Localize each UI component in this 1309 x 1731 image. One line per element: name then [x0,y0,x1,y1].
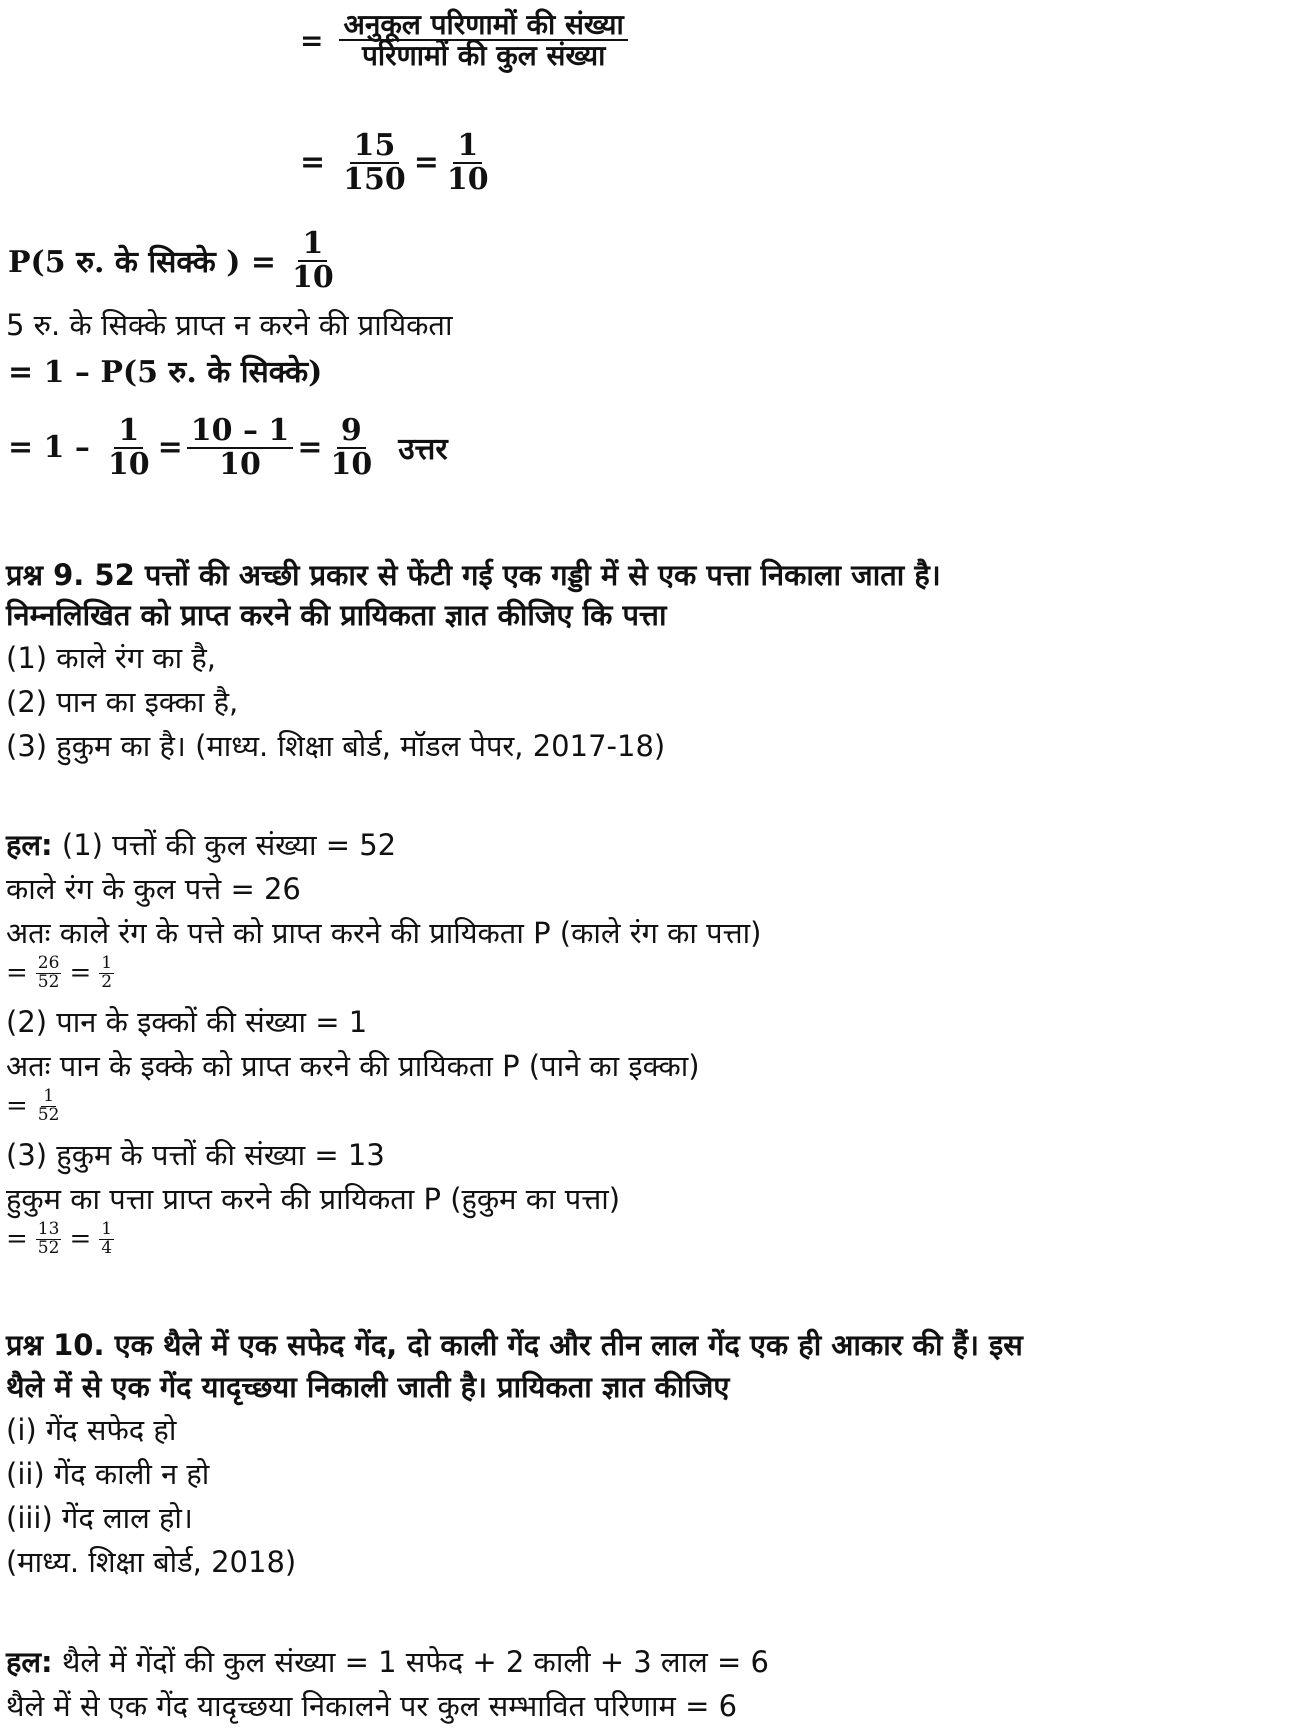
equals-sign: = [157,430,183,465]
denominator: 10 [219,446,261,482]
denominator: 10 [292,259,334,295]
numerator: 1 [101,1219,113,1239]
q10-solution-2: थैले में से एक गेंद यादृच्छया निकालने पर कुल सम्भावित परिणाम = 6 [6,1689,738,1723]
denominator: 52 [37,1104,60,1125]
equals-sign: = [297,430,323,465]
numerator: 9 [337,415,366,449]
definition-fraction [339,10,627,71]
text-not-5-rupee: 5 रु. के सिक्के प्राप्त न करने की प्रायिकता [6,308,453,342]
solution-text: (1) पत्तों की कुल संख्या = 52 [52,828,397,862]
q9-option-2: (2) पान का इक्का है, [6,685,239,719]
numerator: 1 [298,228,327,262]
q10-solution-1 [6,1642,769,1682]
equals-sign: = [69,1224,92,1255]
equals-sign: = [6,1091,28,1122]
q9-title-line1: प्रश्न 9. 52 पत्तों की अच्छी प्रकार से फेंटी गई एक गड्डी में से एक पत्ता निकाला जाता है। [6,558,941,592]
q10-title-line1: प्रश्न 10. एक थैले में एक सफेद गेंद, दो काली गेंद और तीन लाल गेंद एक ही आकार की हैं। इस [6,1328,1023,1362]
numerator: 10 – 1 [187,415,294,449]
equals-sign: = [6,1224,28,1255]
fraction-15-150 [300,130,493,195]
q9-solution-5: अतः पान के इक्के को प्राप्त करने की प्रायिकता P (पाने का इक्का) [6,1049,700,1083]
fraction-definition [300,10,628,71]
q9-math-3 [6,1221,114,1258]
equals-one-minus: = 1 – [8,430,90,465]
q9-option-3: (3) हुकुम का है। (माध्य. शिक्षा बोर्ड, मॉडल पेपर, 2017-18) [6,729,666,763]
q10-title-line2: थैले में से एक गेंद यादृच्छया निकाली जाती है। प्रायिकता ज्ञात कीजिए [6,1370,730,1404]
fraction [326,415,376,480]
q10-source: (माध्य. शिक्षा बोर्ड, 2018) [6,1545,297,1579]
numerator: 1 [114,415,143,449]
denominator: 52 [37,971,60,992]
q9-title-line2: निम्नलिखित को प्राप्त करने की प्रायिकता ज्ञात कीजिए कि पत्ता [6,598,667,632]
fraction [288,228,338,293]
q9-solution-2: काले रंग के कुल पत्ते = 26 [6,872,301,906]
denominator: 10 [107,446,150,482]
solution-label: हल: [6,1645,53,1679]
fraction [99,1221,114,1258]
equals-sign: = [300,23,324,57]
fraction [36,955,62,992]
fraction [443,130,493,195]
q9-math-1 [6,955,114,992]
numerator: 26 [37,953,60,973]
q9-solution-3: अतः काले रंग के पत्ते को प्राप्त करने की प्रायिकता P (काले रंग का पत्ता) [6,916,762,950]
q9-solution-6: (3) हुकुम के पत्तों की संख्या = 13 [6,1138,385,1172]
denominator: 2 [101,971,113,992]
q10-option-2: (ii) गेंद काली न हो [6,1457,210,1491]
fraction [339,130,410,195]
fraction [104,415,154,480]
fraction [36,1088,62,1125]
q9-math-2 [6,1088,61,1125]
fraction [36,1221,62,1258]
q9-solution-7: हुकुम का पत्ता प्राप्त करने की प्रायिकता P (हुकुम का पत्ता) [6,1182,621,1216]
denominator: 150 [343,161,406,197]
solution-text: थैले में गेंदों की कुल संख्या = 1 सफेद + 2 काली + 3 लाल = 6 [52,1645,769,1679]
denominator: 52 [37,1237,60,1258]
definition-denominator: परिणामों की कुल संख्या [361,39,606,73]
solution-label: हल: [6,828,53,862]
numerator: 13 [37,1219,60,1239]
definition-numerator: अनुकूल परिणामों की संख्या [339,10,627,41]
eq-final-answer [8,415,448,480]
answer-label: उत्तर [398,432,448,467]
fraction [99,955,114,992]
denominator: 10 [446,161,489,197]
q10-option-3: (iii) गेंद लाल हो। [6,1501,193,1535]
p-5-rupee-coin [8,228,338,293]
equals-sign: = [69,958,92,989]
denominator: 10 [330,446,373,482]
q9-solution-4: (2) पान के इक्कों की संख्या = 1 [6,1005,368,1039]
q9-solution-1 [6,825,396,865]
numerator: 1 [101,953,113,973]
fraction [187,415,294,480]
equals-sign: = [413,145,439,180]
numerator: 1 [43,1086,55,1106]
equals-sign: = [300,145,326,180]
equals-sign: = [6,958,28,989]
q9-option-1: (1) काले रंग का है, [6,641,216,675]
denominator: 4 [101,1237,113,1258]
numerator: 1 [453,130,482,164]
eq-complement: = 1 – P(5 रु. के सिक्के) [8,355,323,390]
q10-option-1: (i) गेंद सफेद हो [6,1413,177,1447]
probability-label: P(5 रु. के सिक्के ) = [8,245,277,280]
numerator: 15 [350,130,400,164]
